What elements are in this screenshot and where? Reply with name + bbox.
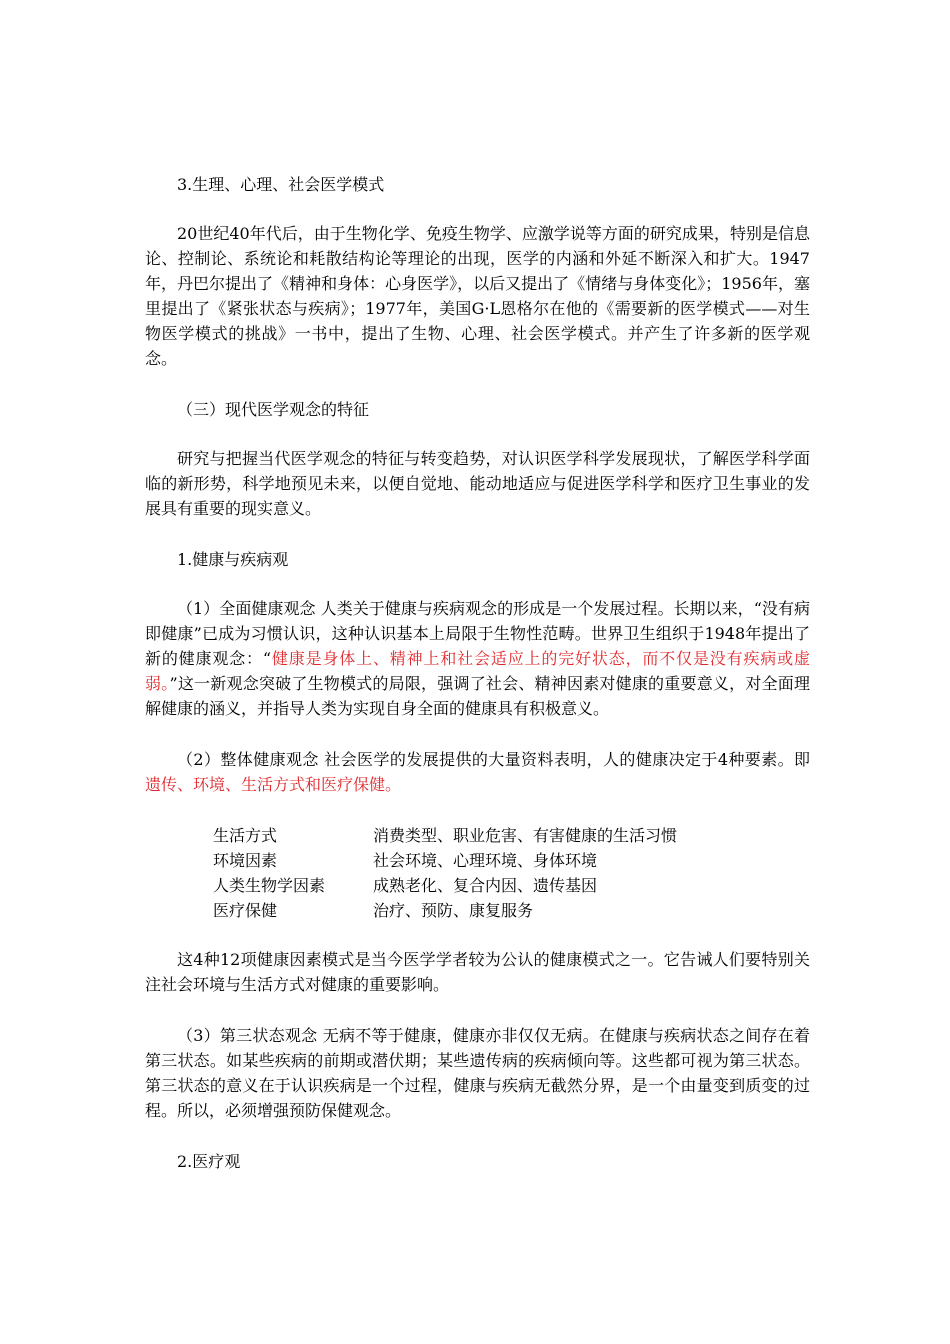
factor-name: 环境因素	[213, 851, 278, 870]
paragraph-health-model-summary: 这4种12项健康因素模式是当今医学学者较为公认的健康模式之一。它告诫人们要特别关注社会环境与生活方式对健康的重要影响。	[145, 950, 810, 994]
factor-name: 生活方式	[213, 826, 278, 845]
paragraph-modern-concepts-intro: 研究与把握当代医学观念的特征与转变趋势，对认识医学科学发展现状，了解医学科学面临的新形势，科学地预见未来，以便自觉地、能动地适应与促进医学科学和医疗卫生事业的发展具有重要的现实意义。	[145, 449, 810, 518]
section-heading-health-and-disease: 1.健康与疾病观	[177, 550, 289, 569]
factor-description: 消费类型、职业危害、有害健康的生活习惯	[373, 826, 678, 845]
paragraph-comprehensive-health	[145, 596, 810, 721]
paragraph-model-history: 20世纪40年代后，由于生物化学、免疫生物学、应激学说等方面的研究成果，特别是信息论、控制论、系统论和耗散结构论等理论的出现，医学的内涵和外延不断深入和扩大。1947年，丹巴尔提出了《精神和身体：心身医学》，以后又提出了《情绪与身体变化》；1956年，塞里提出了《紧张状态与疾病》；1977年，美国G·L恩格尔在他的《需要新的医学模式——对生物医学模式的挑战》一书中，提出了生物、心理、社会医学模式。并产生了许多新的医学观念。	[145, 224, 810, 368]
factor-name: 人类生物学因素	[213, 876, 326, 895]
section-heading-medical-care: 2.医疗观	[177, 1152, 241, 1171]
factor-description: 社会环境、心理环境、身体环境	[373, 851, 598, 870]
paragraph-third-state: （3）第三状态观念 无病不等于健康，健康亦非仅仅无病。在健康与疾病状态之间存在着第三状态。如某些疾病的前期或潜伏期；某些遗传病的疾病倾向等。这些都可视为第三状态。第三状态的意义在于认识疾病是一个过程，健康与疾病无截然分界，是一个由量变到质变的过程。所以，必须增强预防保健观念。	[145, 1026, 810, 1120]
comprehensive-health-text-a: （1）全面健康观念 人类关于健康与疾病观念的形成是一个发展过程。长期以来，“没有病即健康”已成为习惯认识，这种认识基本上局限于生物性范畴。世界卫生组织于1948年提出了新的健康观念：“	[145, 599, 810, 668]
section-heading-modern-concepts: （三）现代医学观念的特征	[177, 400, 370, 419]
factor-description: 治疗、预防、康复服务	[373, 901, 534, 920]
four-health-factors: 遗传、环境、生活方式和医疗保健。	[145, 775, 402, 794]
document-page	[145, 172, 810, 1174]
who-health-definition: 健康是身体上、精神上和社会适应上的完好状态，而不仅是没有疾病或虚弱。	[145, 649, 810, 693]
table-row	[213, 873, 677, 898]
holistic-health-text: （2）整体健康观念 社会医学的发展提供的大量资料表明，人的健康决定于4种要素。即	[177, 750, 810, 769]
paragraph-holistic-health	[145, 747, 810, 797]
table-row	[213, 848, 677, 873]
factor-description: 成熟老化、复合内因、遗传基因	[373, 876, 598, 895]
table-row	[213, 898, 677, 923]
section-heading-biopsychosocial-model: 3.生理、心理、社会医学模式	[177, 175, 385, 194]
table-row	[213, 823, 677, 848]
health-factors-table	[213, 823, 677, 923]
comprehensive-health-text-b: ”这一新观念突破了生物模式的局限，强调了社会、精神因素对健康的重要意义，对全面理解健康的涵义，并指导人类为实现自身全面的健康具有积极意义。	[145, 674, 810, 718]
factor-name: 医疗保健	[213, 901, 278, 920]
